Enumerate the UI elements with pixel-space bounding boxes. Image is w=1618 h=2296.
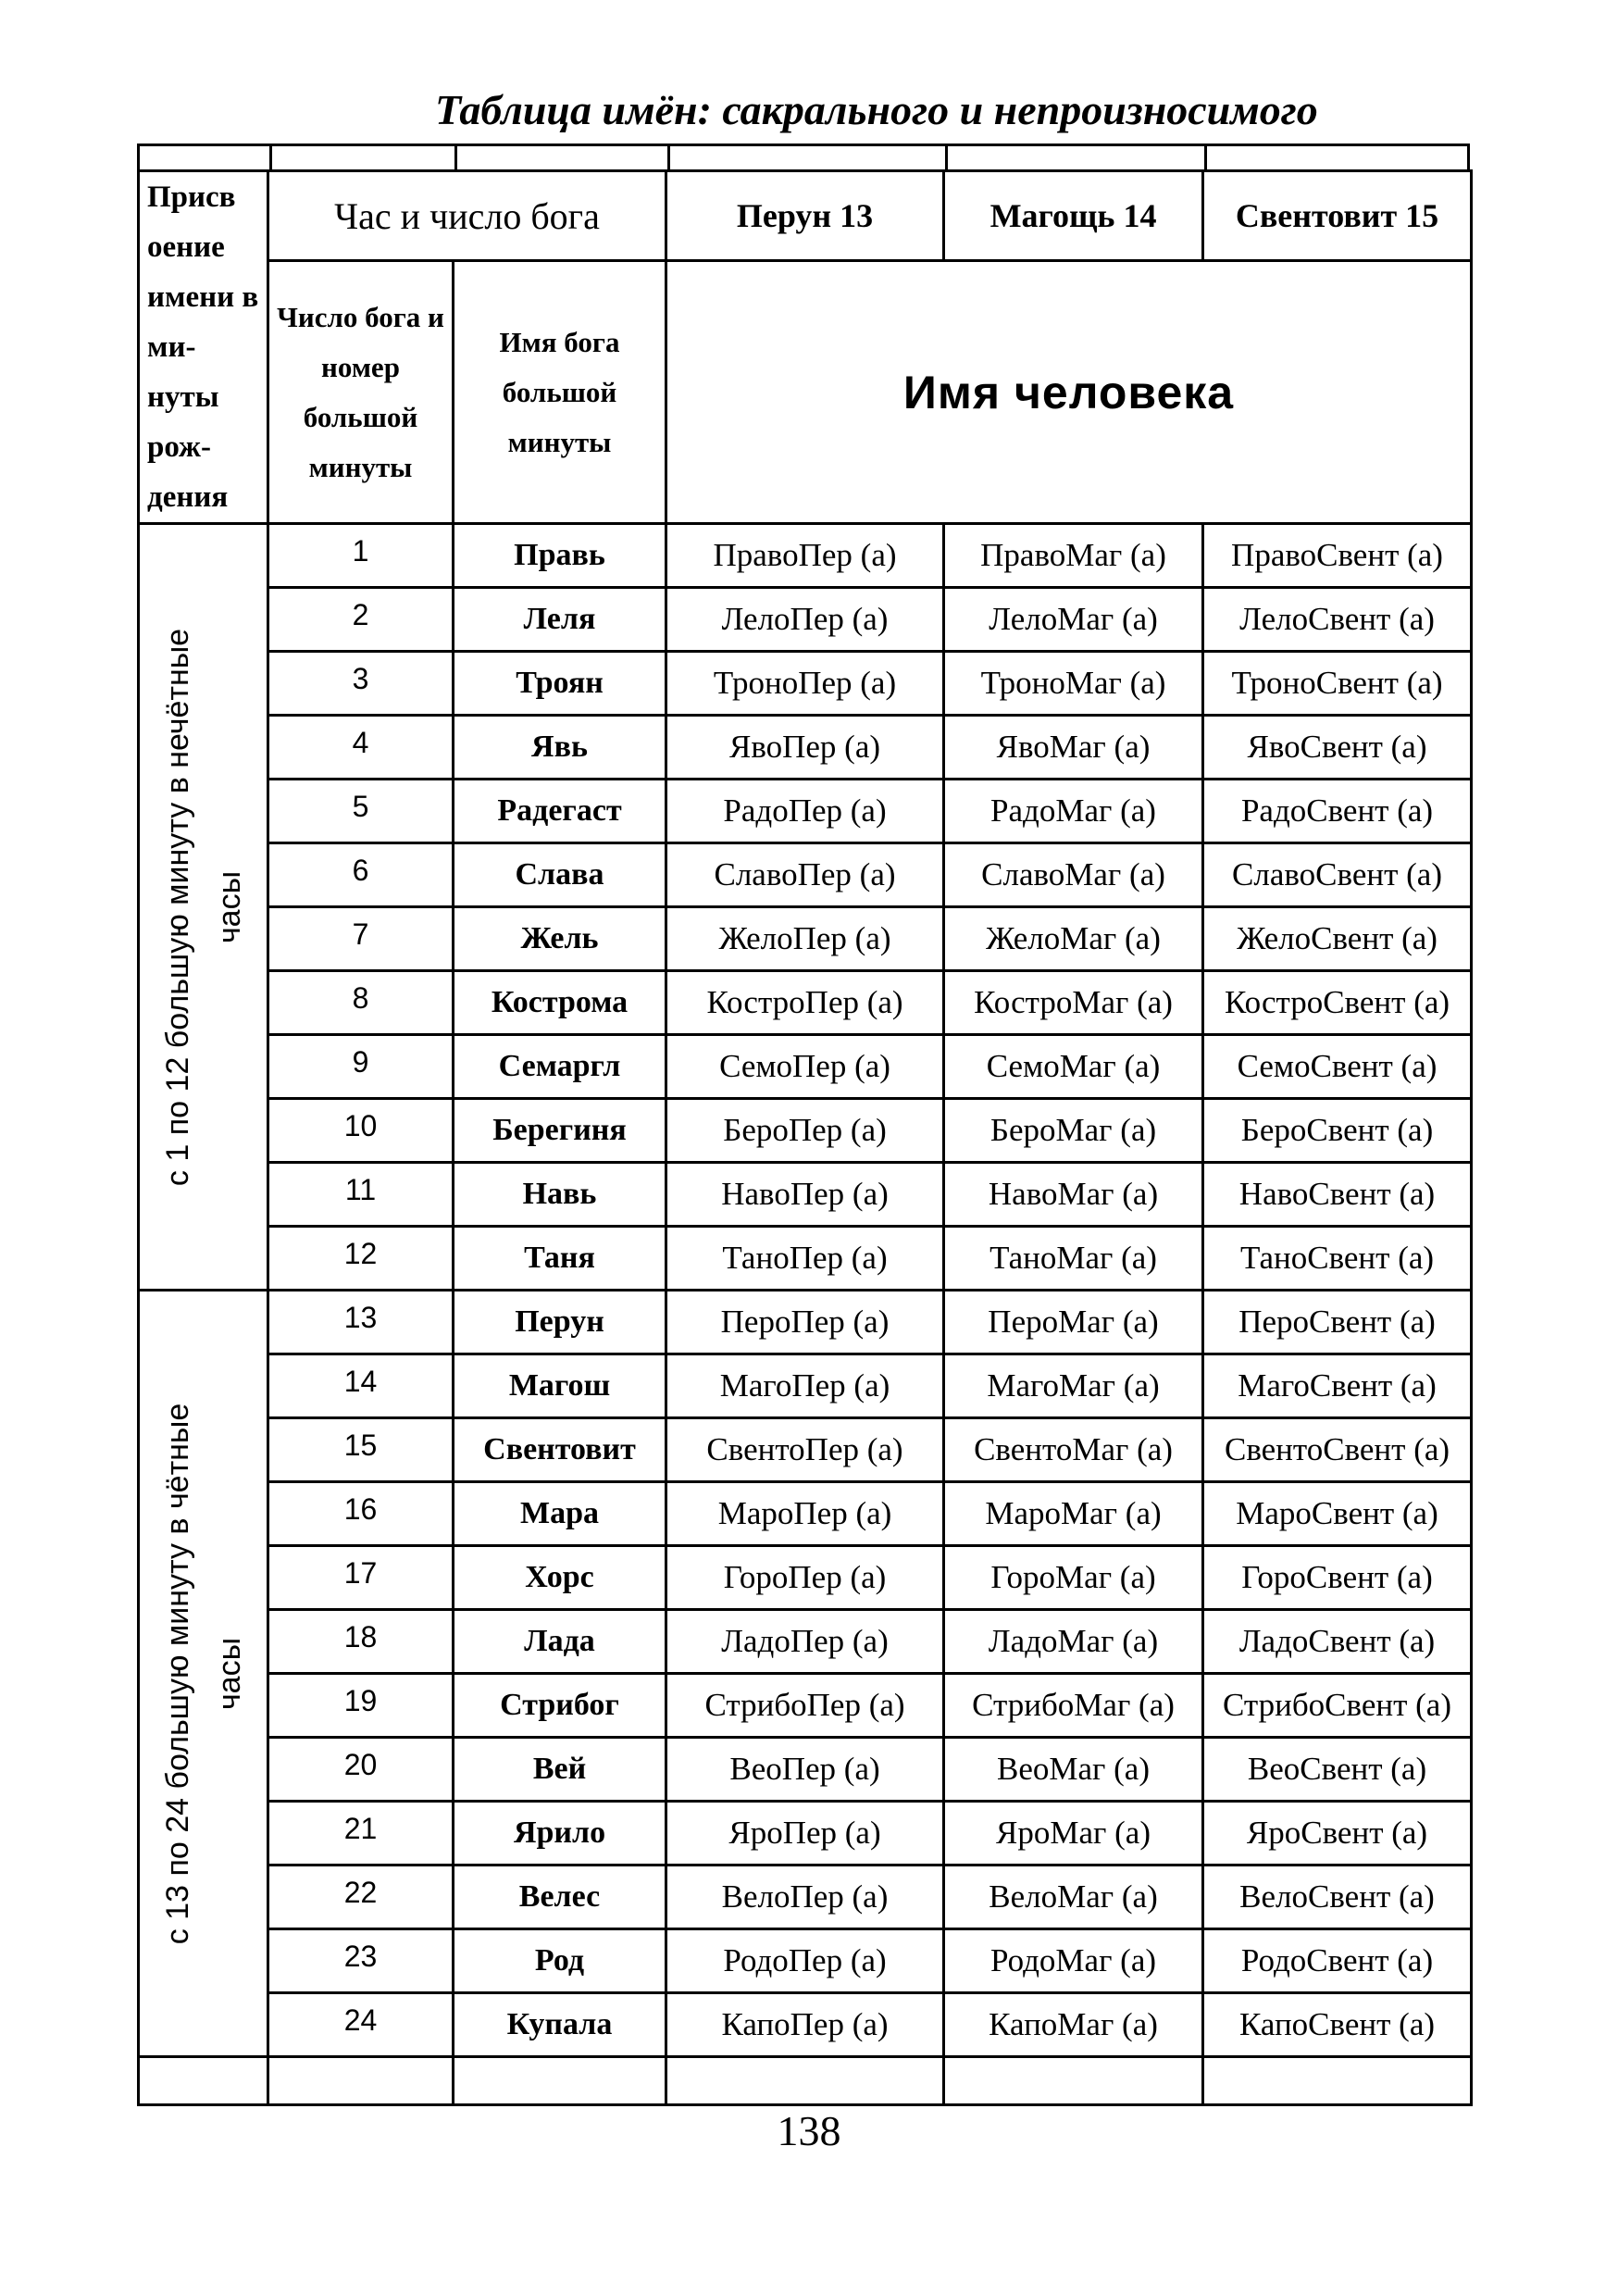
minute-number: 2 — [268, 588, 454, 652]
person-name-magosch: ТроноМаг (а) — [944, 652, 1203, 716]
god-header-magosch: Магощь 14 — [944, 171, 1203, 261]
empty-cell — [944, 2057, 1203, 2105]
person-name-magosch: РадоМаг (а) — [944, 780, 1203, 843]
person-name-perun: ЛелоПер (а) — [666, 588, 944, 652]
person-name-perun: ТаноПер (а) — [666, 1227, 944, 1291]
table-row — [139, 1674, 1472, 1738]
minute-number: 18 — [268, 1610, 454, 1674]
group-label — [152, 628, 255, 1185]
person-name-perun: КапоПер (а) — [666, 1993, 944, 2057]
person-name-sventovit: КапоСвент (а) — [1203, 1993, 1472, 2057]
person-name-perun: МароПер (а) — [666, 1482, 944, 1546]
person-name-magosch: ПероМаг (а) — [944, 1291, 1203, 1354]
person-name-sventovit: ЛелоСвент (а) — [1203, 588, 1472, 652]
person-name-perun: ТроноПер (а) — [666, 652, 944, 716]
table-row — [139, 1993, 1472, 2057]
person-name-sventovit: СлавоСвент (а) — [1203, 843, 1472, 907]
person-name-perun: ЖелоПер (а) — [666, 907, 944, 971]
person-name-magosch: НавоМаг (а) — [944, 1163, 1203, 1227]
god-name: Леля — [454, 588, 666, 652]
minute-number: 22 — [268, 1866, 454, 1929]
table-row — [139, 1291, 1472, 1354]
table-row — [139, 1035, 1472, 1099]
person-name-magosch: ЖелоМаг (а) — [944, 907, 1203, 971]
empty-cell — [139, 2057, 268, 2105]
table-row — [139, 588, 1472, 652]
god-name: Лада — [454, 1610, 666, 1674]
table-row — [139, 1418, 1472, 1482]
person-name-perun: ВелоПер (а) — [666, 1866, 944, 1929]
empty-cell — [268, 2057, 454, 2105]
minute-number: 15 — [268, 1418, 454, 1482]
table-row — [139, 843, 1472, 907]
header-row-columns — [139, 261, 1472, 524]
page-title: Таблица имён: сакрального и непроизносимого — [435, 86, 1318, 133]
table-row — [139, 1802, 1472, 1866]
table-row — [139, 1546, 1472, 1610]
table-row — [139, 1354, 1472, 1418]
table-row — [139, 1163, 1472, 1227]
person-name-perun: РадоПер (а) — [666, 780, 944, 843]
person-name-sventovit: ПероСвент (а) — [1203, 1291, 1472, 1354]
god-header-sventovit: Свентовит 15 — [1203, 171, 1472, 261]
empty-cell — [666, 2057, 944, 2105]
table-row — [139, 1929, 1472, 1993]
group-odd-hours — [139, 524, 268, 1291]
person-name-magosch: СвентоМаг (а) — [944, 1418, 1203, 1482]
minute-number: 13 — [268, 1291, 454, 1354]
person-name-magosch: МароМаг (а) — [944, 1482, 1203, 1546]
header-row-hour — [139, 171, 1472, 261]
names-table — [137, 169, 1473, 2106]
table-row — [139, 971, 1472, 1035]
god-name: Таня — [454, 1227, 666, 1291]
table-row — [139, 1227, 1472, 1291]
minute-number: 16 — [268, 1482, 454, 1546]
person-name-sventovit: ВеоСвент (а) — [1203, 1738, 1472, 1802]
person-name-magosch: МагоМаг (а) — [944, 1354, 1203, 1418]
minute-number: 7 — [268, 907, 454, 971]
table-bottom-strip — [139, 2057, 1472, 2105]
person-name-magosch: ВеоМаг (а) — [944, 1738, 1203, 1802]
god-name: Свентовит — [454, 1418, 666, 1482]
person-name-magosch: ЛелоМаг (а) — [944, 588, 1203, 652]
minute-number: 11 — [268, 1163, 454, 1227]
person-name-magosch: ЯвоМаг (а) — [944, 716, 1203, 780]
person-name-sventovit: ВелоСвент (а) — [1203, 1866, 1472, 1929]
person-name-sventovit: КостроСвент (а) — [1203, 971, 1472, 1035]
person-name-sventovit: БероСвент (а) — [1203, 1099, 1472, 1163]
person-name-sventovit: ПравоСвент (а) — [1203, 524, 1472, 588]
person-name-sventovit: ТроноСвент (а) — [1203, 652, 1472, 716]
person-name-magosch: ТаноМаг (а) — [944, 1227, 1203, 1291]
person-name-magosch: ВелоМаг (а) — [944, 1866, 1203, 1929]
minute-number: 14 — [268, 1354, 454, 1418]
minute-number: 8 — [268, 971, 454, 1035]
minute-number: 23 — [268, 1929, 454, 1993]
god-name: Жель — [454, 907, 666, 971]
person-name-sventovit: ЖелоСвент (а) — [1203, 907, 1472, 971]
person-name-sventovit: МагоСвент (а) — [1203, 1354, 1472, 1418]
person-name-sventovit: РодоСвент (а) — [1203, 1929, 1472, 1993]
person-name-sventovit: ЯроСвент (а) — [1203, 1802, 1472, 1866]
empty-cell — [454, 2057, 666, 2105]
person-name-perun: ГороПер (а) — [666, 1546, 944, 1610]
minute-number: 5 — [268, 780, 454, 843]
god-name: Навь — [454, 1163, 666, 1227]
person-name-magosch: ЛадоМаг (а) — [944, 1610, 1203, 1674]
god-name: Берегиня — [454, 1099, 666, 1163]
group-label-line1: с 13 по 24 большую минуту в чётные — [159, 1403, 195, 1944]
minute-number: 24 — [268, 1993, 454, 2057]
group-label-line2: часы — [211, 1637, 247, 1710]
person-name-perun: МагоПер (а) — [666, 1354, 944, 1418]
person-name-sventovit: НавоСвент (а) — [1203, 1163, 1472, 1227]
person-name-perun: ЯвоПер (а) — [666, 716, 944, 780]
god-name: Семаргл — [454, 1035, 666, 1099]
god-name: Вей — [454, 1738, 666, 1802]
god-name: Явь — [454, 716, 666, 780]
god-name: Род — [454, 1929, 666, 1993]
table-row — [139, 780, 1472, 843]
minute-number: 12 — [268, 1227, 454, 1291]
group-label — [152, 1403, 255, 1944]
person-name-magosch: СтрибоМаг (а) — [944, 1674, 1203, 1738]
person-name-magosch: ГороМаг (а) — [944, 1546, 1203, 1610]
god-name: Стрибог — [454, 1674, 666, 1738]
person-name-perun: ЯроПер (а) — [666, 1802, 944, 1866]
number-column-header: Число бога и номер большой минуты — [268, 261, 454, 524]
god-name: Велес — [454, 1866, 666, 1929]
person-name-sventovit: ЛадоСвент (а) — [1203, 1610, 1472, 1674]
person-name-perun: НавоПер (а) — [666, 1163, 944, 1227]
person-name-sventovit: МароСвент (а) — [1203, 1482, 1472, 1546]
page-number: 138 — [777, 2107, 841, 2154]
person-name-sventovit: РадоСвент (а) — [1203, 780, 1472, 843]
person-name-perun: СтрибоПер (а) — [666, 1674, 944, 1738]
god-name: Радегаст — [454, 780, 666, 843]
god-name: Кострома — [454, 971, 666, 1035]
person-name-magosch: БероМаг (а) — [944, 1099, 1203, 1163]
person-name-perun: РодоПер (а) — [666, 1929, 944, 1993]
minute-number: 6 — [268, 843, 454, 907]
minute-number: 4 — [268, 716, 454, 780]
god-name: Слава — [454, 843, 666, 907]
table-row — [139, 652, 1472, 716]
table-row — [139, 1610, 1472, 1674]
group-even-hours — [139, 1291, 268, 2057]
table-row — [139, 524, 1472, 588]
person-name-magosch: РодоМаг (а) — [944, 1929, 1203, 1993]
minute-number: 9 — [268, 1035, 454, 1099]
god-name: Мара — [454, 1482, 666, 1546]
table-row — [139, 1866, 1472, 1929]
person-name-magosch: ЯроМаг (а) — [944, 1802, 1203, 1866]
assign-header: Присв оение имени в ми- нуты рож- дения — [139, 171, 268, 524]
god-name: Троян — [454, 652, 666, 716]
person-name-perun: ПравоПер (а) — [666, 524, 944, 588]
table-row — [139, 716, 1472, 780]
minute-number: 3 — [268, 652, 454, 716]
person-name-perun: ВеоПер (а) — [666, 1738, 944, 1802]
group-label-line2: часы — [211, 870, 247, 943]
table-row — [139, 1738, 1472, 1802]
minute-number: 21 — [268, 1802, 454, 1866]
table-row — [139, 907, 1472, 971]
hour-number-header: Час и число бога — [268, 171, 666, 261]
person-name-magosch: СлавоМаг (а) — [944, 843, 1203, 907]
god-name: Хорс — [454, 1546, 666, 1610]
person-name-perun: СемоПер (а) — [666, 1035, 944, 1099]
person-name-magosch: СемоМаг (а) — [944, 1035, 1203, 1099]
person-name-sventovit: ГороСвент (а) — [1203, 1546, 1472, 1610]
person-name-sventovit: ЯвоСвент (а) — [1203, 716, 1472, 780]
empty-cell — [1203, 2057, 1472, 2105]
person-name-sventovit: СемоСвент (а) — [1203, 1035, 1472, 1099]
person-name-magosch: КостроМаг (а) — [944, 971, 1203, 1035]
god-header-perun: Перун 13 — [666, 171, 944, 261]
person-name-sventovit: СтрибоСвент (а) — [1203, 1674, 1472, 1738]
person-name-magosch: ПравоМаг (а) — [944, 524, 1203, 588]
person-name-header: Имя человека — [666, 261, 1472, 524]
god-name: Магош — [454, 1354, 666, 1418]
person-name-perun: КостроПер (а) — [666, 971, 944, 1035]
person-name-perun: БероПер (а) — [666, 1099, 944, 1163]
god-name: Перун — [454, 1291, 666, 1354]
person-name-perun: СвентоПер (а) — [666, 1418, 944, 1482]
person-name-perun: СлавоПер (а) — [666, 843, 944, 907]
god-name: Ярило — [454, 1802, 666, 1866]
table-top-strip — [137, 144, 1470, 169]
person-name-sventovit: ТаноСвент (а) — [1203, 1227, 1472, 1291]
god-name: Правь — [454, 524, 666, 588]
table-row — [139, 1482, 1472, 1546]
table-row — [139, 1099, 1472, 1163]
minute-number: 20 — [268, 1738, 454, 1802]
minute-number: 1 — [268, 524, 454, 588]
god-name-column-header: Имя бога большой минуты — [454, 261, 666, 524]
person-name-perun: ПероПер (а) — [666, 1291, 944, 1354]
person-name-sventovit: СвентоСвент (а) — [1203, 1418, 1472, 1482]
minute-number: 10 — [268, 1099, 454, 1163]
person-name-perun: ЛадоПер (а) — [666, 1610, 944, 1674]
minute-number: 17 — [268, 1546, 454, 1610]
god-name: Купала — [454, 1993, 666, 2057]
minute-number: 19 — [268, 1674, 454, 1738]
group-label-line1: с 1 по 12 большую минуту в нечётные — [159, 628, 195, 1186]
person-name-magosch: КапоМаг (а) — [944, 1993, 1203, 2057]
